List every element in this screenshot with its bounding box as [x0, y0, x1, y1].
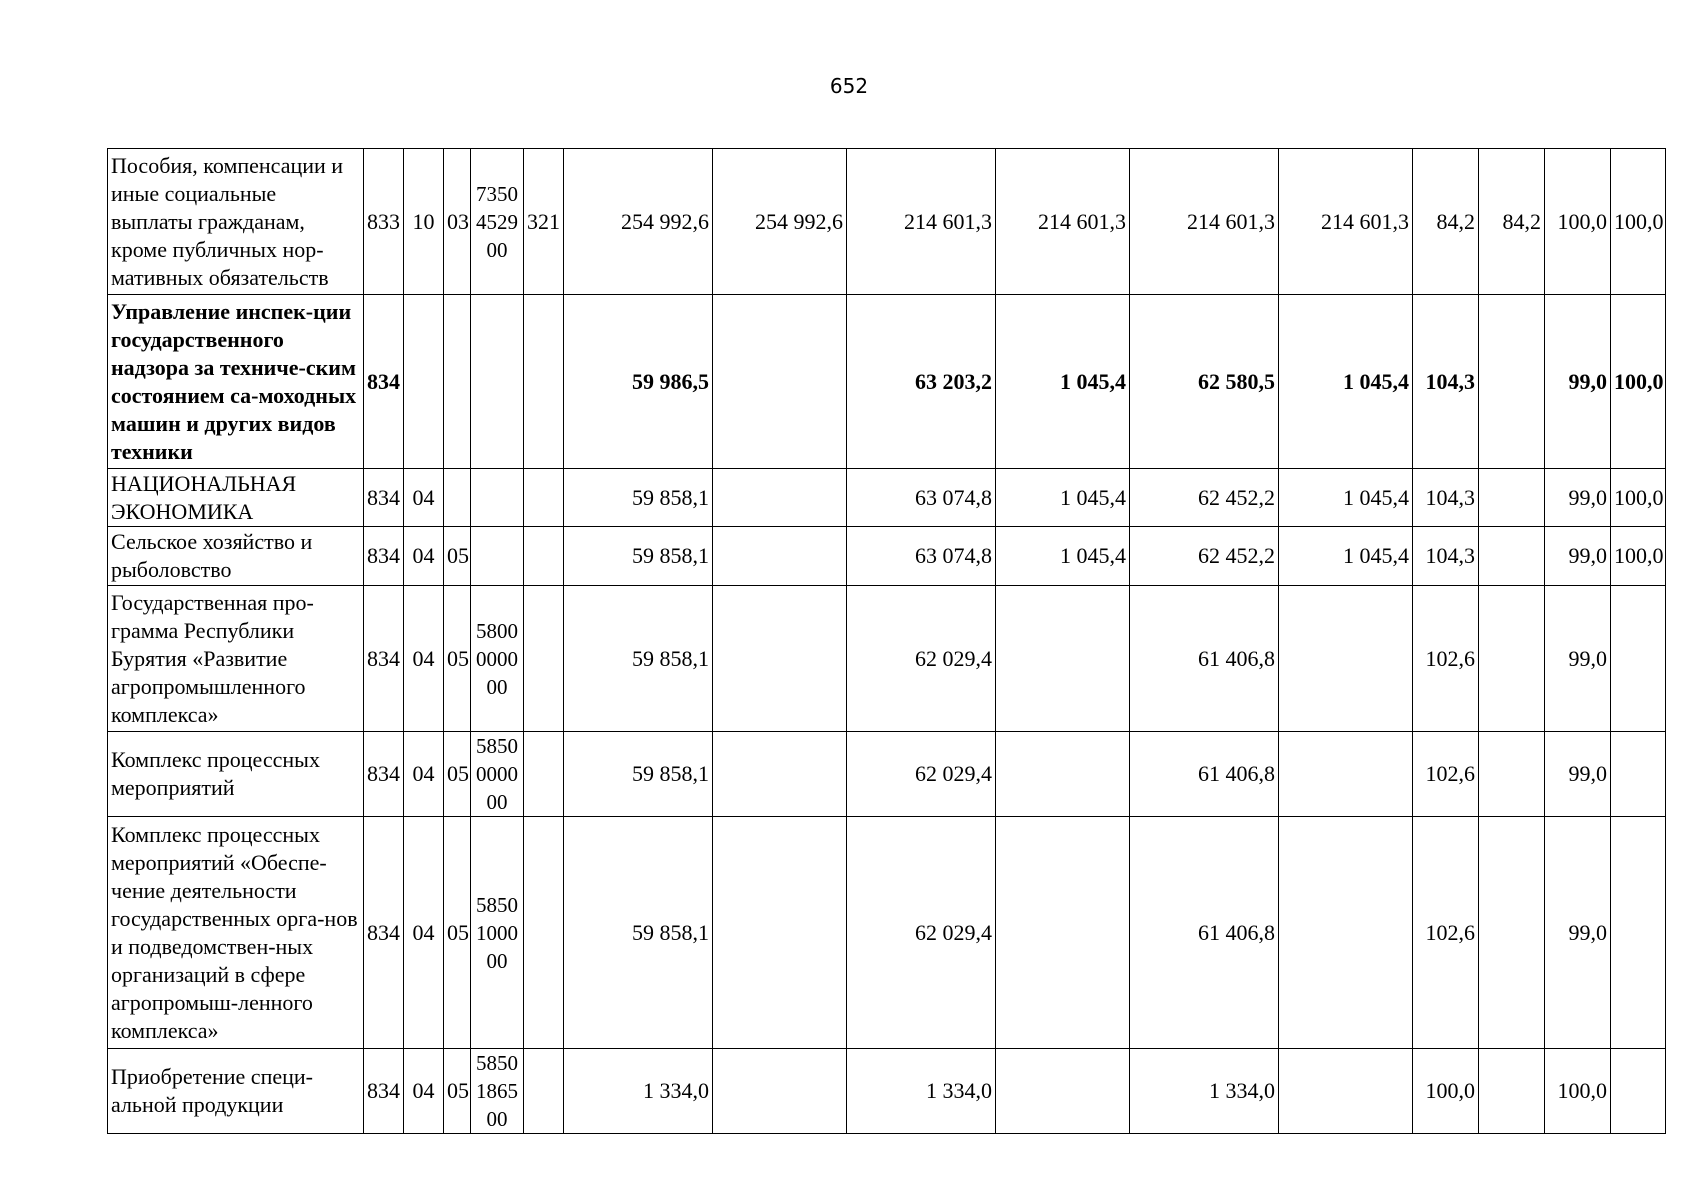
- percent-4-cell: 100,0: [1611, 469, 1666, 527]
- percent-3-cell: 100,0: [1545, 149, 1611, 295]
- expense-type-code-cell: [524, 586, 564, 732]
- expense-type-code-cell: [524, 732, 564, 817]
- row-name-cell: Приобретение специ-альной продукции: [108, 1049, 364, 1134]
- subsection-code-cell: 05: [444, 817, 471, 1049]
- table-row: [108, 295, 1666, 469]
- percent-1-cell: 84,2: [1413, 149, 1479, 295]
- percent-4-cell: [1611, 817, 1666, 1049]
- expense-type-code-cell: [524, 1049, 564, 1134]
- subsection-code-cell: [444, 469, 471, 527]
- row-name-cell: Управление инспек-ции государственного надзора за техниче-ским состоянием са-моходных машин и других видов техники: [108, 295, 364, 469]
- grbs-code-cell: 833: [364, 149, 404, 295]
- expense-type-code-cell: 321: [524, 149, 564, 295]
- row-name-cell: Государственная про-грамма Республики Бурятия «Развитие агропромышленного комплекса»: [108, 586, 364, 732]
- value-4-cell: 214 601,3: [996, 149, 1130, 295]
- value-3-cell: 63 074,8: [847, 469, 996, 527]
- value-3-cell: 214 601,3: [847, 149, 996, 295]
- percent-2-cell: [1479, 586, 1545, 732]
- value-2-cell: [713, 732, 847, 817]
- value-6-cell: 1 045,4: [1279, 295, 1413, 469]
- grbs-code-cell: 834: [364, 469, 404, 527]
- value-5-cell: 1 334,0: [1130, 1049, 1279, 1134]
- subsection-code-cell: [444, 295, 471, 469]
- target-article-code-cell: 5850 1000 00: [471, 817, 524, 1049]
- value-4-cell: [996, 586, 1130, 732]
- value-6-cell: 1 045,4: [1279, 527, 1413, 586]
- subsection-code-cell: 03: [444, 149, 471, 295]
- subsection-code-cell: 05: [444, 732, 471, 817]
- table-row: [108, 149, 1666, 295]
- subsection-code-cell: 05: [444, 586, 471, 732]
- table-row: [108, 469, 1666, 527]
- value-6-cell: [1279, 817, 1413, 1049]
- value-4-cell: 1 045,4: [996, 469, 1130, 527]
- expense-type-code-cell: [524, 527, 564, 586]
- value-3-cell: 1 334,0: [847, 1049, 996, 1134]
- value-2-cell: [713, 817, 847, 1049]
- section-code-cell: 04: [404, 817, 444, 1049]
- value-5-cell: 61 406,8: [1130, 732, 1279, 817]
- section-code-cell: 04: [404, 1049, 444, 1134]
- value-5-cell: 61 406,8: [1130, 586, 1279, 732]
- value-6-cell: [1279, 732, 1413, 817]
- value-2-cell: [713, 1049, 847, 1134]
- grbs-code-cell: 834: [364, 732, 404, 817]
- value-2-cell: [713, 527, 847, 586]
- percent-4-cell: 100,0: [1611, 527, 1666, 586]
- table-row: [108, 1049, 1666, 1134]
- page-number: 652: [829, 74, 869, 98]
- value-1-cell: 59 858,1: [564, 469, 713, 527]
- percent-3-cell: 99,0: [1545, 295, 1611, 469]
- table-body: [108, 149, 1666, 1134]
- target-article-code-cell: [471, 527, 524, 586]
- percent-1-cell: 100,0: [1413, 1049, 1479, 1134]
- percent-2-cell: [1479, 295, 1545, 469]
- value-5-cell: 62 452,2: [1130, 527, 1279, 586]
- value-3-cell: 63 074,8: [847, 527, 996, 586]
- target-article-code-cell: 5850 1865 00: [471, 1049, 524, 1134]
- section-code-cell: 04: [404, 732, 444, 817]
- table-row: [108, 586, 1666, 732]
- subsection-code-cell: 05: [444, 1049, 471, 1134]
- value-6-cell: [1279, 586, 1413, 732]
- grbs-code-cell: 834: [364, 295, 404, 469]
- table-row: [108, 527, 1666, 586]
- value-1-cell: 59 986,5: [564, 295, 713, 469]
- percent-2-cell: [1479, 527, 1545, 586]
- value-5-cell: 61 406,8: [1130, 817, 1279, 1049]
- percent-4-cell: 100,0: [1611, 295, 1666, 469]
- value-6-cell: [1279, 1049, 1413, 1134]
- expense-type-code-cell: [524, 295, 564, 469]
- percent-3-cell: 99,0: [1545, 732, 1611, 817]
- percent-2-cell: [1479, 817, 1545, 1049]
- value-5-cell: 62 580,5: [1130, 295, 1279, 469]
- value-4-cell: [996, 732, 1130, 817]
- grbs-code-cell: 834: [364, 586, 404, 732]
- percent-3-cell: 99,0: [1545, 469, 1611, 527]
- grbs-code-cell: 834: [364, 527, 404, 586]
- value-3-cell: 62 029,4: [847, 732, 996, 817]
- table-row: [108, 732, 1666, 817]
- grbs-code-cell: 834: [364, 817, 404, 1049]
- target-article-code-cell: 7350 4529 00: [471, 149, 524, 295]
- percent-1-cell: 104,3: [1413, 295, 1479, 469]
- value-1-cell: 59 858,1: [564, 586, 713, 732]
- budget-table: [107, 148, 1666, 1134]
- grbs-code-cell: 834: [364, 1049, 404, 1134]
- value-4-cell: 1 045,4: [996, 295, 1130, 469]
- row-name-cell: Комплекс процессных мероприятий «Обеспе-чение деятельности государственных орга-нов и подведомствен-ных организаций в сфере агропромыш-ленного комплекса»: [108, 817, 364, 1049]
- percent-1-cell: 102,6: [1413, 732, 1479, 817]
- row-name-cell: Сельское хозяйство и рыболовство: [108, 527, 364, 586]
- subsection-code-cell: 05: [444, 527, 471, 586]
- section-code-cell: 04: [404, 469, 444, 527]
- expense-type-code-cell: [524, 469, 564, 527]
- percent-4-cell: 100,0: [1611, 149, 1666, 295]
- percent-4-cell: [1611, 732, 1666, 817]
- value-3-cell: 62 029,4: [847, 817, 996, 1049]
- value-2-cell: [713, 586, 847, 732]
- target-article-code-cell: [471, 469, 524, 527]
- value-5-cell: 214 601,3: [1130, 149, 1279, 295]
- value-5-cell: 62 452,2: [1130, 469, 1279, 527]
- target-article-code-cell: 5800 0000 00: [471, 586, 524, 732]
- value-1-cell: 59 858,1: [564, 527, 713, 586]
- percent-2-cell: [1479, 1049, 1545, 1134]
- section-code-cell: 04: [404, 527, 444, 586]
- percent-2-cell: [1479, 732, 1545, 817]
- value-1-cell: 59 858,1: [564, 732, 713, 817]
- percent-1-cell: 104,3: [1413, 469, 1479, 527]
- percent-4-cell: [1611, 586, 1666, 732]
- row-name-cell: НАЦИОНАЛЬНАЯ ЭКОНОМИКА: [108, 469, 364, 527]
- value-1-cell: 59 858,1: [564, 817, 713, 1049]
- table-row: [108, 817, 1666, 1049]
- percent-3-cell: 99,0: [1545, 586, 1611, 732]
- value-2-cell: [713, 469, 847, 527]
- value-6-cell: 214 601,3: [1279, 149, 1413, 295]
- row-name-cell: Пособия, компенсации и иные социальные выплаты гражданам, кроме публичных нор-мативных обязательств: [108, 149, 364, 295]
- value-1-cell: 1 334,0: [564, 1049, 713, 1134]
- value-3-cell: 62 029,4: [847, 586, 996, 732]
- percent-1-cell: 104,3: [1413, 527, 1479, 586]
- value-2-cell: 254 992,6: [713, 149, 847, 295]
- section-code-cell: [404, 295, 444, 469]
- target-article-code-cell: 5850 0000 00: [471, 732, 524, 817]
- section-code-cell: 10: [404, 149, 444, 295]
- row-name-cell: Комплекс процессных мероприятий: [108, 732, 364, 817]
- percent-3-cell: 99,0: [1545, 527, 1611, 586]
- percent-2-cell: [1479, 469, 1545, 527]
- value-4-cell: 1 045,4: [996, 527, 1130, 586]
- expense-type-code-cell: [524, 817, 564, 1049]
- value-2-cell: [713, 295, 847, 469]
- value-1-cell: 254 992,6: [564, 149, 713, 295]
- value-4-cell: [996, 1049, 1130, 1134]
- target-article-code-cell: [471, 295, 524, 469]
- percent-1-cell: 102,6: [1413, 586, 1479, 732]
- value-6-cell: 1 045,4: [1279, 469, 1413, 527]
- percent-3-cell: 100,0: [1545, 1049, 1611, 1134]
- section-code-cell: 04: [404, 586, 444, 732]
- percent-3-cell: 99,0: [1545, 817, 1611, 1049]
- percent-1-cell: 102,6: [1413, 817, 1479, 1049]
- value-4-cell: [996, 817, 1130, 1049]
- percent-2-cell: 84,2: [1479, 149, 1545, 295]
- value-3-cell: 63 203,2: [847, 295, 996, 469]
- percent-4-cell: [1611, 1049, 1666, 1134]
